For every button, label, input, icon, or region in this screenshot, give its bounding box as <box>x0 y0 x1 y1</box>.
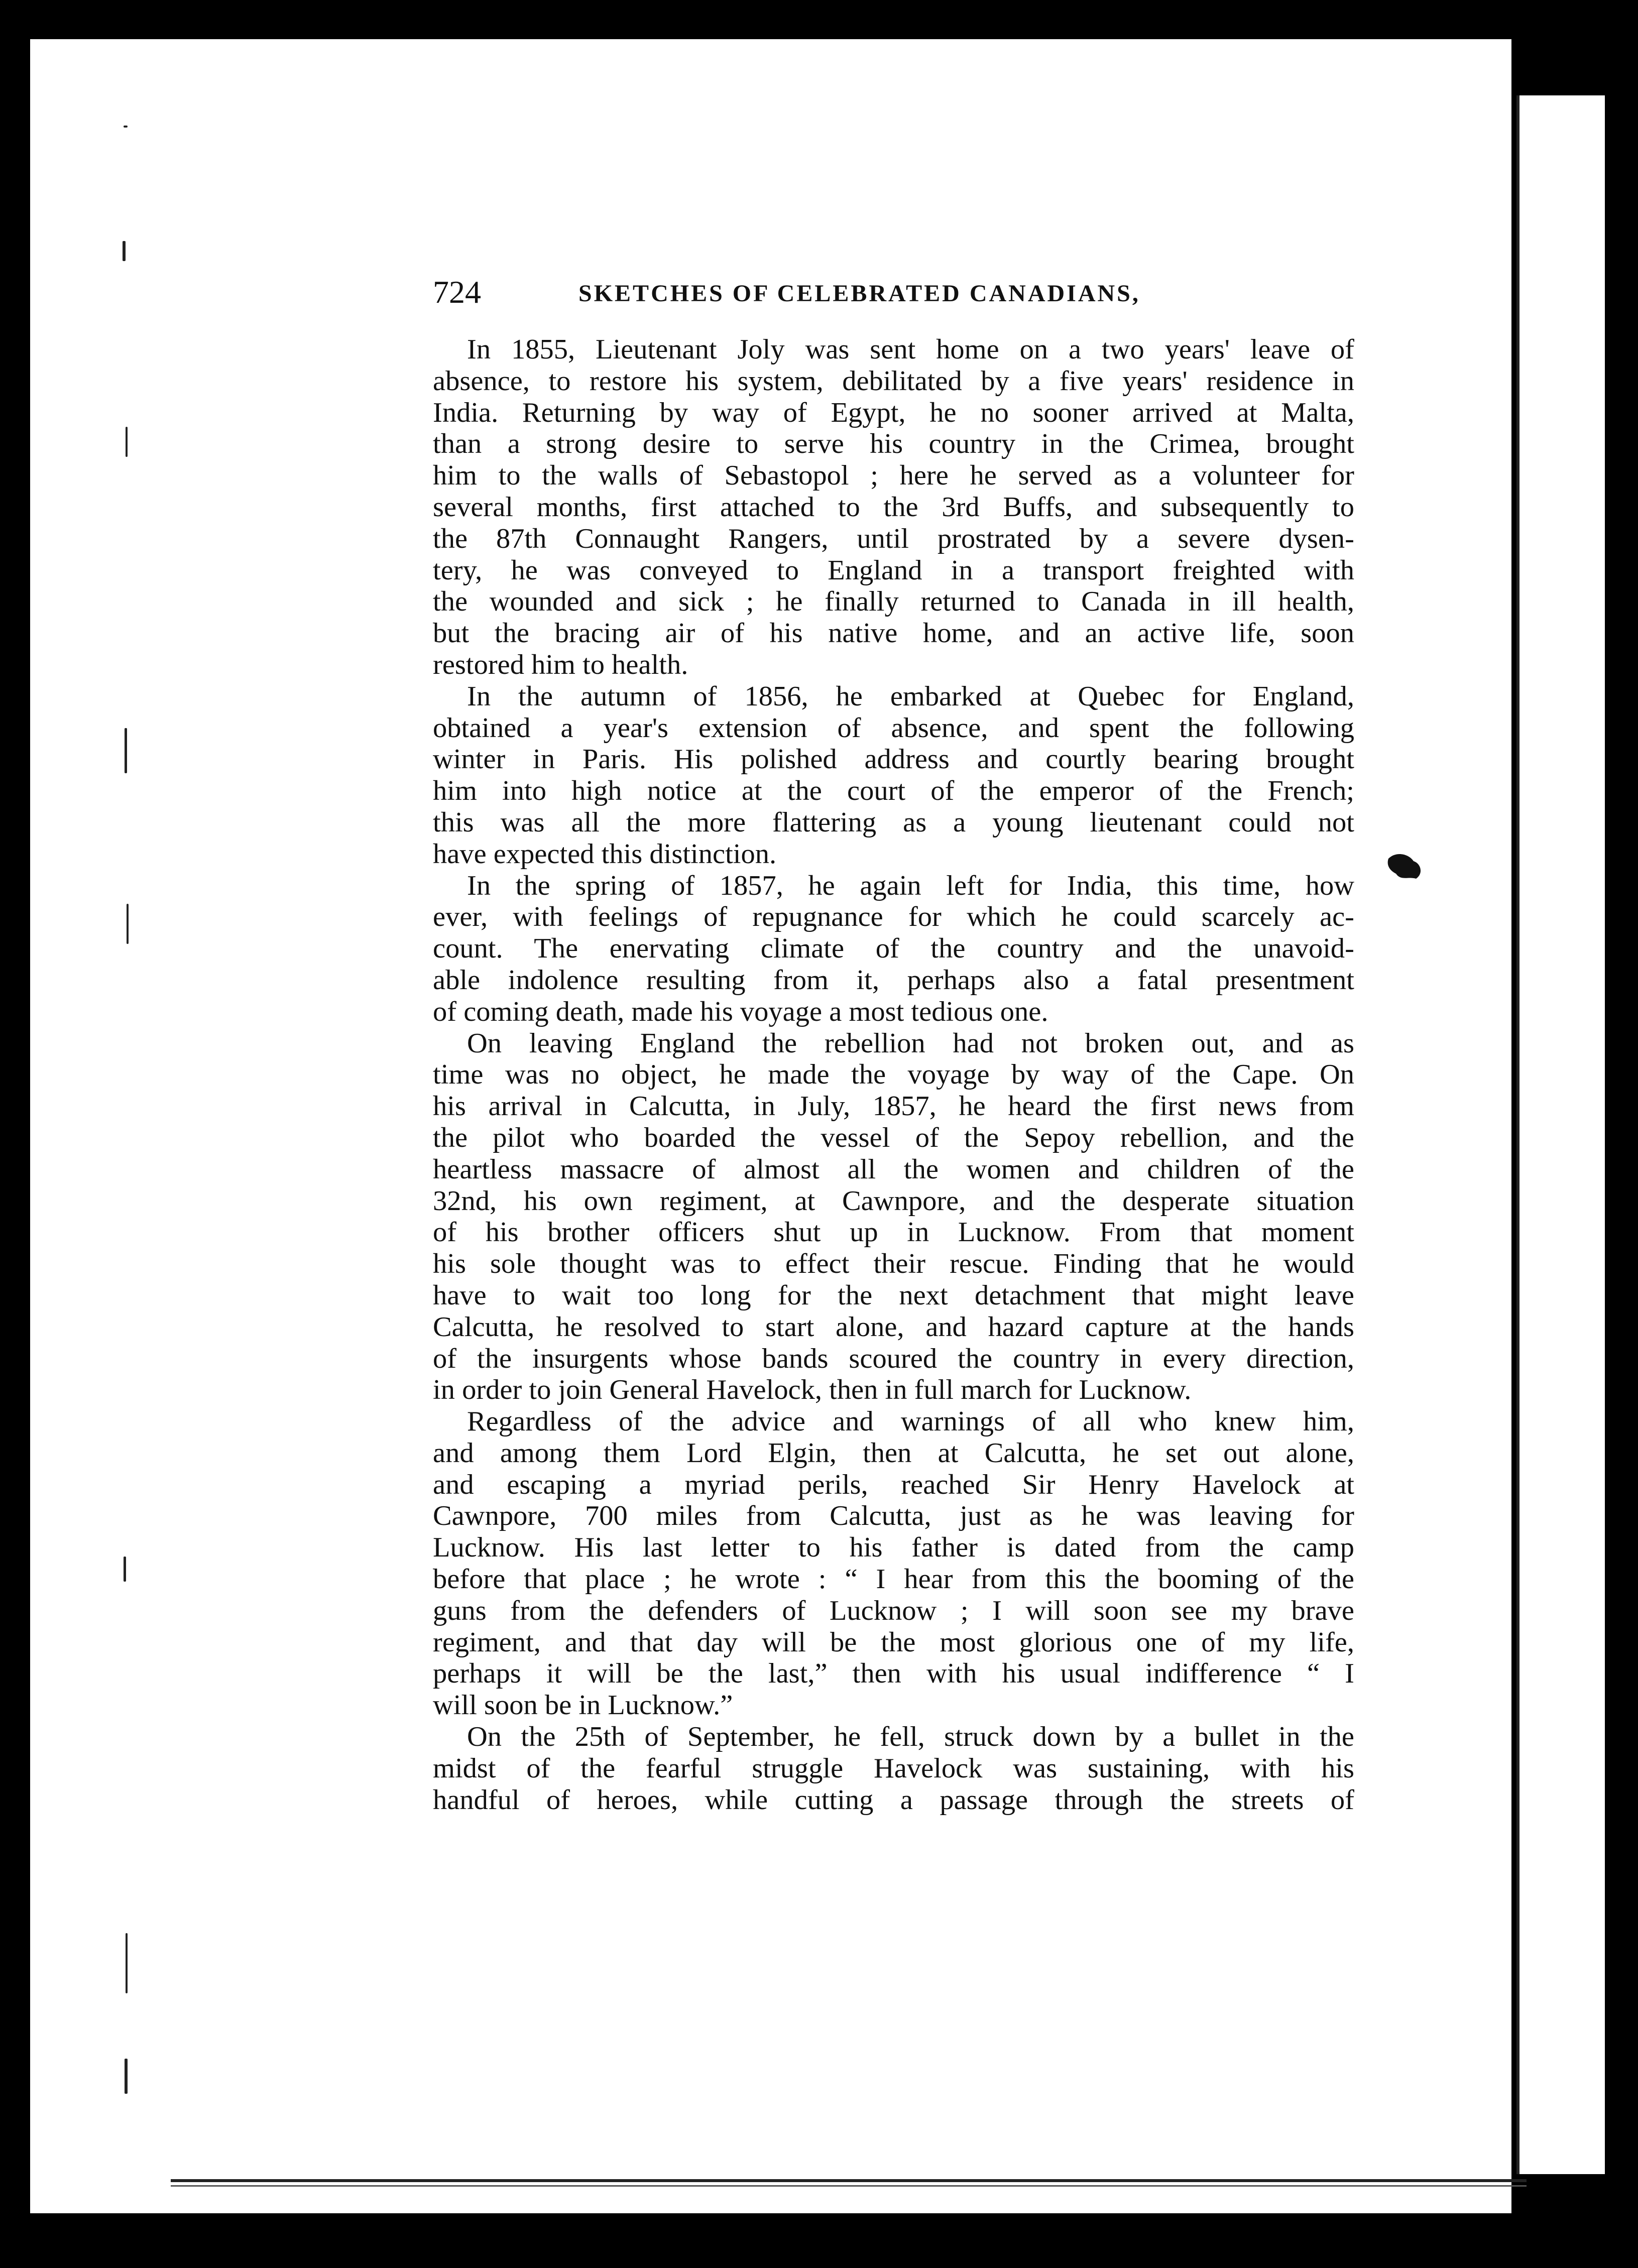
text-line: have expected this distinction. <box>433 838 777 870</box>
page-number: 724 <box>433 274 481 310</box>
body-text <box>433 334 1354 1816</box>
text-line: 32nd, his own regiment, at Cawnpore, and the desperate situation <box>433 1185 1354 1217</box>
paragraph-1 <box>433 334 1354 681</box>
text-line: regiment, and that day will be the most glorious one of my life, <box>433 1626 1354 1658</box>
paragraph-2 <box>433 681 1354 870</box>
ink-blot <box>1386 849 1426 884</box>
text-line: In the autumn of 1856, he embarked at Quebec for England, <box>467 680 1354 712</box>
text-line: absence, to restore his system, debilitated by a five years' residence in <box>433 365 1354 397</box>
text-line: On the 25th of September, he fell, struck down by a bullet in the <box>467 1721 1354 1753</box>
margin-speck <box>125 728 127 773</box>
margin-speck <box>124 126 128 128</box>
text-line: will soon be in Lucknow.” <box>433 1690 733 1721</box>
text-line: his sole thought was to effect their rescue. Finding that he would <box>433 1248 1354 1280</box>
paragraph-6 <box>433 1721 1354 1816</box>
text-line: his arrival in Calcutta, in July, 1857, he heard the first news from <box>433 1091 1354 1122</box>
text-line: of his brother officers shut up in Lucknow. From that moment <box>433 1217 1354 1248</box>
text-line: India. Returning by way of Egypt, he no sooner arrived at Malta, <box>433 397 1354 428</box>
text-line: in order to join General Havelock, then in full march for Lucknow. <box>433 1374 1192 1406</box>
text-line: obtained a year's extension of absence, and spent the following <box>433 712 1354 744</box>
text-line: restored him to health. <box>433 649 688 680</box>
bottom-edge-rule-thin <box>171 2185 1527 2187</box>
text-line: Cawnpore, 700 miles from Calcutta, just as he was leaving for <box>433 1500 1354 1532</box>
text-line: before that place ; he wrote : “ I hear from this the booming of the <box>433 1564 1354 1595</box>
text-line: midst of the fearful struggle Havelock was sustaining, with his <box>433 1752 1354 1784</box>
text-line: Calcutta, he resolved to start alone, and hazard capture at the hands <box>433 1311 1354 1343</box>
text-line: this was all the more flattering as a young lieutenant could not <box>433 806 1354 838</box>
margin-speck <box>125 2059 128 2094</box>
text-line: ever, with feelings of repugnance for which he could scarcely ac- <box>433 901 1354 933</box>
text-line: time was no object, he made the voyage by way of the Cape. On <box>433 1059 1354 1091</box>
text-line: heartless massacre of almost all the women and children of the <box>433 1153 1354 1185</box>
text-line: Lucknow. His last letter to his father is dated from the camp <box>433 1532 1354 1564</box>
text-line: the wounded and sick ; he finally returned to Canada in ill health, <box>433 586 1354 618</box>
text-line: the 87th Connaught Rangers, until prostrated by a severe dysen- <box>433 523 1354 554</box>
margin-speck <box>126 427 128 457</box>
text-line: several months, first attached to the 3rd Buffs, and subsequently to <box>433 491 1354 523</box>
text-line: count. The enervating climate of the country and the unavoid- <box>433 933 1354 965</box>
text-line: but the bracing air of his native home, and an active life, soon <box>433 618 1354 649</box>
paragraph-4 <box>433 1028 1354 1406</box>
adjacent-page-edge <box>1511 75 1607 2214</box>
paragraph-5 <box>433 1406 1354 1721</box>
text-line: On leaving England the rebellion had not broken out, and as <box>467 1027 1354 1059</box>
text-line: In the spring of 1857, he again left for India, this time, how <box>467 870 1354 901</box>
text-line: the pilot who boarded the vessel of the Sepoy rebellion, and the <box>433 1122 1354 1153</box>
text-line: perhaps it will be the last,” then with his usual indifference “ I <box>433 1658 1354 1690</box>
binding-margin-specks <box>121 75 141 2184</box>
running-head: SKETCHES OF CELEBRATED CANADIANS, <box>578 280 1140 307</box>
text-line: him to the walls of Sebastopol ; here he served as a volunteer for <box>433 460 1354 492</box>
text-line: guns from the defenders of Lucknow ; I will soon see my brave <box>433 1595 1354 1626</box>
text-line: of coming death, made his voyage a most tedious one. <box>433 996 1048 1027</box>
margin-speck <box>124 1557 126 1582</box>
page-header <box>433 274 1362 319</box>
paragraph-3 <box>433 870 1354 1028</box>
margin-speck <box>123 241 126 261</box>
margin-speck <box>126 1933 128 1993</box>
margin-speck <box>127 904 129 944</box>
text-line: able indolence resulting from it, perhaps also a fatal presentment <box>433 964 1354 996</box>
adjacent-page-strip <box>1516 95 1605 2174</box>
text-line: him into high notice at the court of the emperor of the French; <box>433 775 1354 807</box>
text-line: and among them Lord Elgin, then at Calcutta, he set out alone, <box>433 1437 1354 1469</box>
text-line: tery, he was conveyed to England in a transport freighted with <box>433 554 1354 586</box>
text-line: have to wait too long for the next detachment that might leave <box>433 1279 1354 1311</box>
text-line: and escaping a myriad perils, reached Sir Henry Havelock at <box>433 1469 1354 1500</box>
text-line: handful of heroes, while cutting a passage through the streets of <box>433 1784 1354 1816</box>
text-line: winter in Paris. His polished address and courtly bearing brought <box>433 744 1354 775</box>
text-line: than a strong desire to serve his country in the Crimea, brought <box>433 428 1354 460</box>
bottom-edge-rule <box>171 2179 1527 2182</box>
text-line: In 1855, Lieutenant Joly was sent home on a two years' leave of <box>467 334 1354 365</box>
text-line: Regardless of the advice and warnings of all who knew him, <box>467 1406 1354 1438</box>
text-line: of the insurgents whose bands scoured the country in every direction, <box>433 1343 1354 1374</box>
